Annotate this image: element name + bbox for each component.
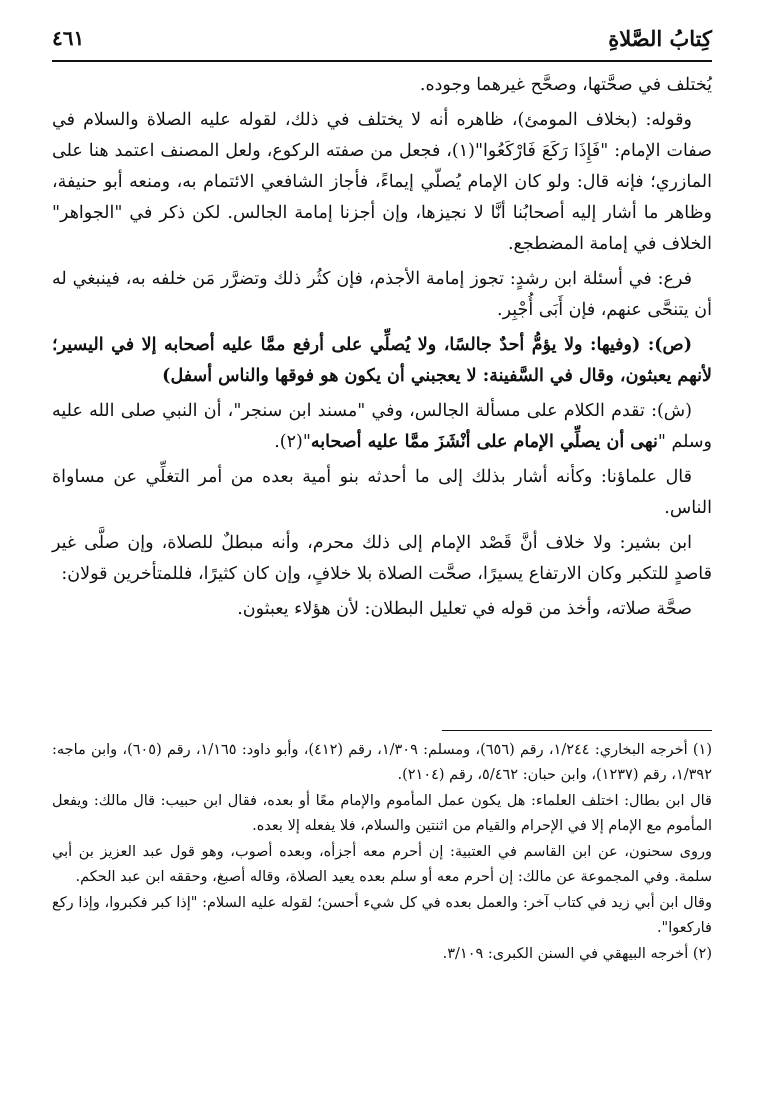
matn-paragraph: (ص): (وفيها: ولا يؤمُّ أحدٌ جالسًا، ولا يُصلِّي على أرفع ممَّا عليه أصحابه إلا في اليسير؛ لأنهم يعبثون، وقال في السَّفينة: لا يعجبني أن يكون هو فوقها والناس أسفل) [52, 335, 712, 386]
paragraph [52, 396, 712, 458]
paragraph: يُختلف في صحَّتها، وصحَّح غيرهما وجوده. [419, 75, 712, 95]
footnote-1-note: قال ابن بطال: اختلف العلماء: هل يكون عمل المأموم والإمام معًا أو بعده، فقال ابن حبيب: قال مالك: ويفعل المأموم مع الإمام إلا في الإحرام والقيام من اثنتين والسلام، فلا يفعله إلا بعده. [52, 793, 712, 834]
footnote-1-note: وروى سحنون، عن ابن القاسم في العتبية: إن أحرم معه أجزأه، وبعده أصوب، وهو قول عبد العزيز بن أبي سلمة. وفي المجموعة عن مالك: إن أحرم معه أو سلم بعده يعيد الصلاة، وقاله أصبغ، وحققه ابن عبد الحكم. [52, 844, 712, 885]
page-header [52, 22, 712, 62]
paragraph-text: (ش): تقدم الكلام على مسألة الجالس، وفي "مسند ابن سنجر"، أن النبي صلى الله عليه وسلم " [52, 401, 712, 452]
footnotes [52, 738, 712, 969]
paragraph: فرع: في أسئلة ابن رشدٍ: تجوز إمامة الأجذم، فإن كثُر ذلك وتضرَّر مَن خلفه به، فينبغي له أن يتنحَّى عنهم، فإن أَبَى أُجْبِر. [52, 269, 712, 320]
footnote-1: (١) أخرجه البخاري: ١/٢٤٤، رقم (٦٥٦)، ومسلم: ١/٣٠٩، رقم (٤١٢)، وأبو داود: ١/١٦٥، رقم (٦٠٥)، وابن ماجه: ١/٣٩٢، رقم (١٢٣٧)، وابن حبان: ٥/٤٦٢، رقم (٢١٠٤). [52, 742, 713, 783]
paragraph: ابن بشير: ولا خلاف أنَّ قَصْد الإمام إلى ذلك محرم، وأنه مبطلٌ للصلاة، وإن صلَّى غير قاصدٍ للتكبر وكان الارتفاع يسيرًا، صحَّت الصلاة بلا خلافٍ، وإن كان كثيرًا، فللمتأخرين قولان: [52, 533, 712, 584]
paragraph: صحَّة صلاته، وأخذ من قوله في تعليل البطلان: لأن هؤلاء يعبثون. [237, 599, 692, 619]
running-title: كِتابُ الصَّلاةِ [608, 26, 712, 51]
paragraph-text: "(٢). [274, 432, 311, 452]
paragraph: قال علماؤنا: وكأنه أشار بذلك إلى ما أحدثه بنو أمية بعده من أمر التغلِّي عن مساواة الناس. [52, 467, 712, 518]
footnote-2: (٢) أخرجه البيهقي في السنن الكبرى: ٣/١٠٩. [442, 946, 712, 962]
footnote-divider [442, 730, 712, 731]
paragraph: وقوله: (بخلاف المومئ)، ظاهره أنه لا يختلف في ذلك، لقوله عليه الصلاة والسلام في صفات الإمام: "فَإِذَا رَكَعَ فَارْكَعُوا"(١)، فجعل من صفته الركوع، ولعل المصنف اعتمد هنا على المازري؛ فإنه قال: ولو كان الإمام يُصلّي إيماءً، فأجاز الشافعي الائتمام به، ومنعه أبو حنيفة، وظاهر ما أشار إليه أصحابُنا أنَّا لا نجيزها، وإن أجزنا إمامة الجالس. لكن ذكر في "الجواهر" الخلاف في إمامة المضطجع. [52, 110, 713, 254]
hadith-quote: نهى أن يصلِّي الإمام على أنْشَزَ ممَّا عليه أصحابه [310, 432, 658, 452]
body-text [52, 70, 712, 629]
footnote-1-note: وقال ابن أبي زيد في كتاب آخر: والعمل بعده في كل شيء أحسن؛ لقوله عليه السلام: "إذا كبر فكبروا، وإذا ركع فاركعوا". [52, 895, 712, 936]
page-number: ٤٦١ [52, 26, 85, 50]
